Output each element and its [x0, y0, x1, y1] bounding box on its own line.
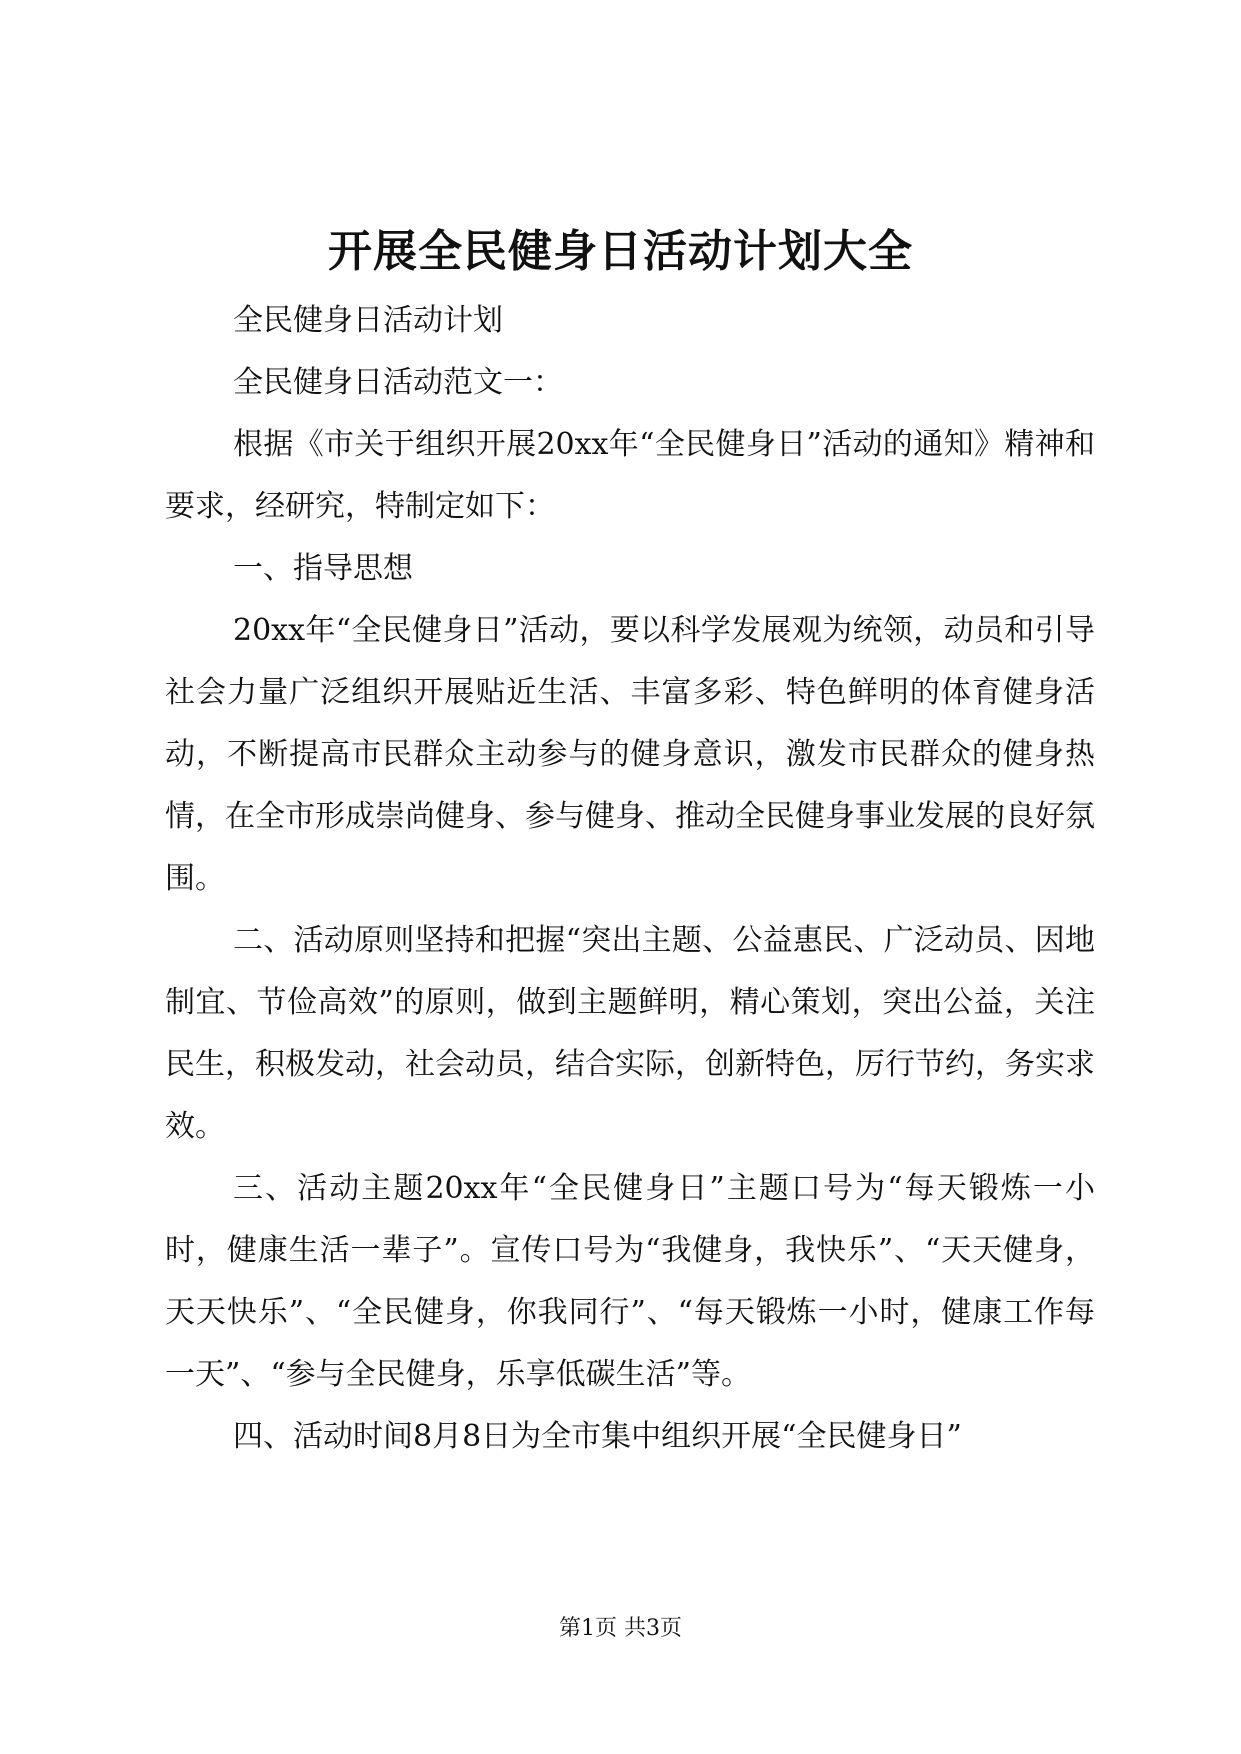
paragraph: 全民健身日活动范文一： — [233, 365, 563, 400]
document-body — [165, 290, 1095, 1468]
document-title: 开展全民健身日活动计划大全 — [328, 226, 913, 277]
paragraph: 三、活动主题20xx年“全民健身日”主题口号为“每天锻炼一小时，健康生活一辈子”。宣传口号为“我健身，我快乐”、“天天健身，天天快乐”、“全民健身，你我同行”、“每天锻炼一小时，健康工作每一天”、“参与全民健身，乐享低碳生活”等。 — [165, 1171, 1095, 1392]
paragraph: 全民健身日活动计划 — [233, 303, 503, 338]
page-number-footer: 第1页 共3页 — [559, 1616, 682, 1641]
paragraph: 20xx年“全民健身日”活动，要以科学发展观为统领，动员和引导社会力量广泛组织开展贴近生活、丰富多彩、特色鲜明的体育健身活动，不断提高市民群众主动参与的健身意识，激发市民群众的健身热情，在全市形成崇尚健身、参与健身、推动全民健身事业发展的良好氛围。 — [165, 613, 1095, 896]
paragraph: 根据《市关于组织开展20xx年“全民健身日”活动的通知》精神和要求，经研究，特制定如下： — [165, 427, 1095, 524]
paragraph: 一、指导思想 — [233, 551, 413, 586]
paragraph: 二、活动原则坚持和把握“突出主题、公益惠民、广泛动员、因地制宜、节俭高效”的原则，做到主题鲜明，精心策划，突出公益，关注民生，积极发动，社会动员，结合实际，创新特色，厉行节约，务实求效。 — [165, 923, 1095, 1144]
paragraph: 四、活动时间8月8日为全市集中组织开展“全民健身日” — [233, 1419, 962, 1454]
